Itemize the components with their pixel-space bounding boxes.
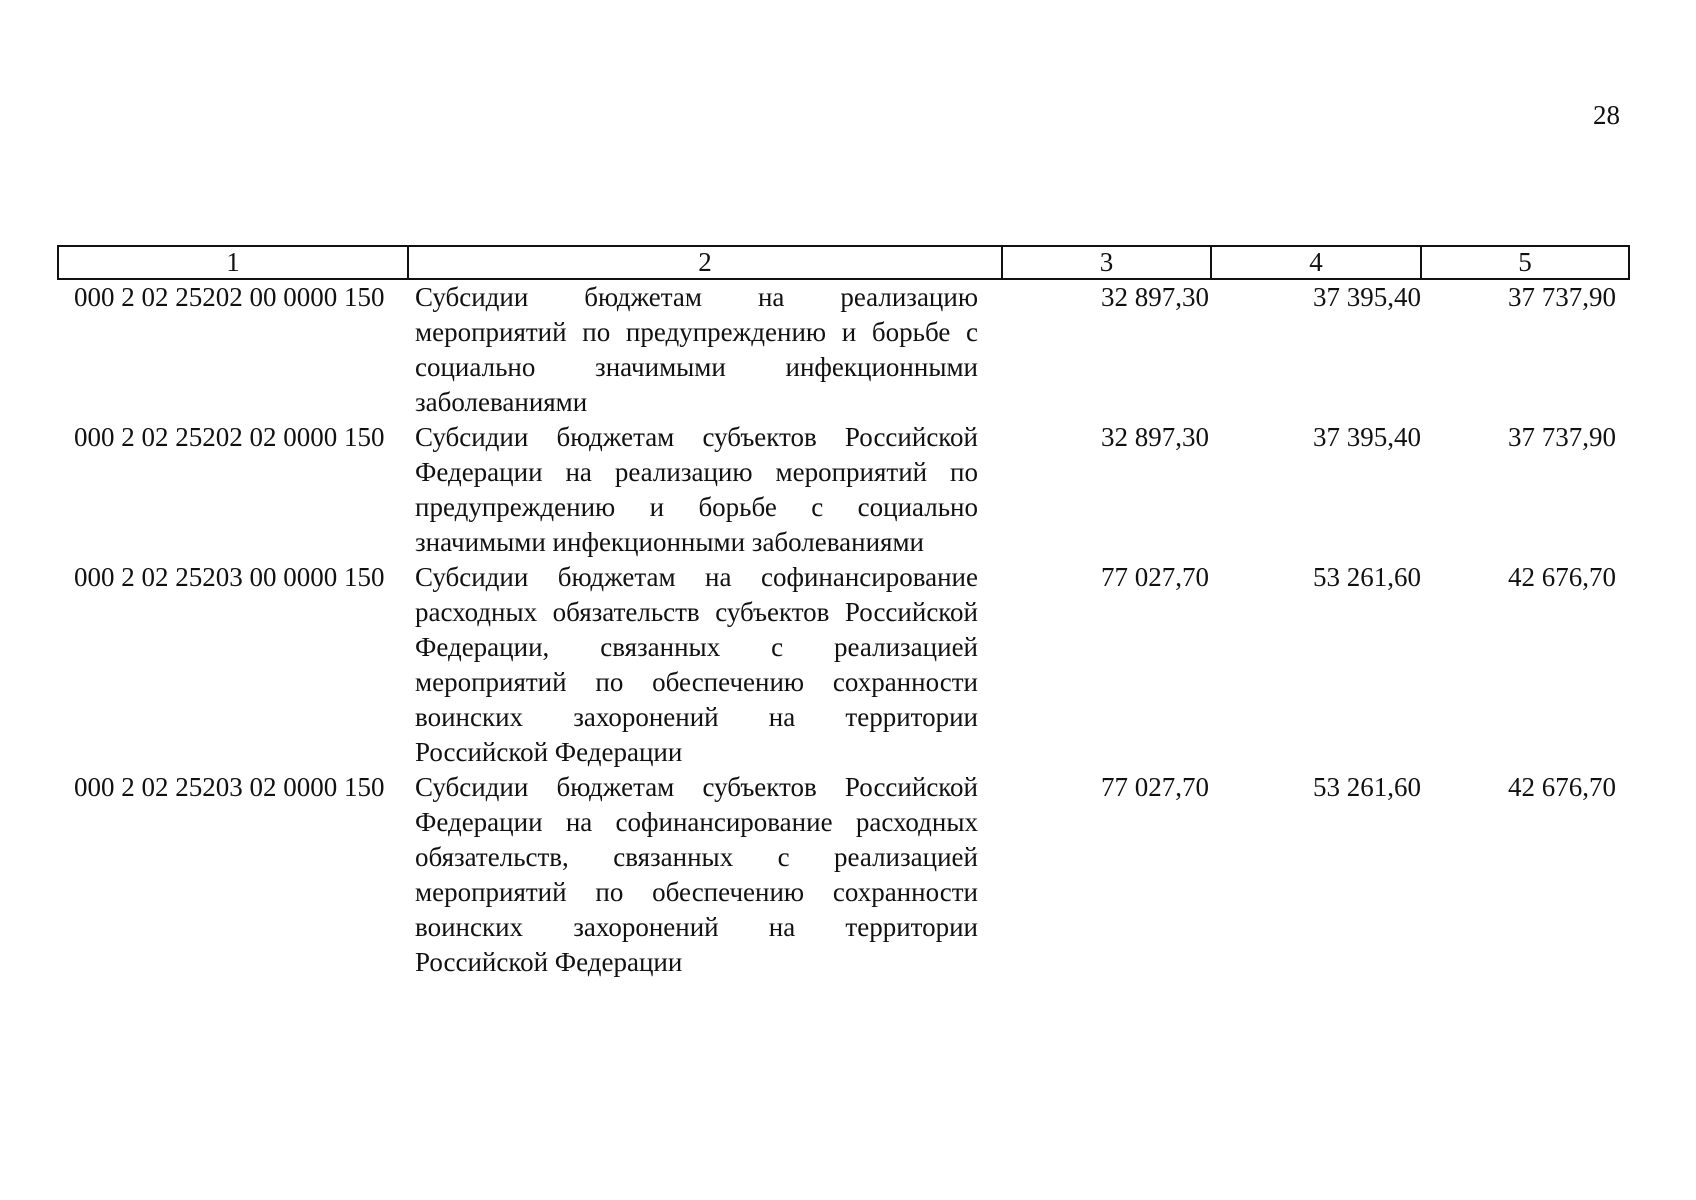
- amount-col-5: 42 676,70: [1508, 772, 1616, 802]
- table-row: [58, 770, 1629, 980]
- description: Субсидии бюджетам субъектов Российской Федерации на софинансирование расходных обязательств, связанных с реализацией мероприятий по обеспечению сохранности воинских захоронений на территории Российской Федерации: [415, 772, 978, 977]
- budget-code: 000 2 02 25202 02 0000 150: [74, 422, 385, 452]
- budget-code: 000 2 02 25203 02 0000 150: [74, 772, 385, 802]
- amount-col-3: 32 897,30: [1101, 282, 1209, 312]
- amount-col-3: 77 027,70: [1101, 772, 1209, 802]
- amount-col-3: 32 897,30: [1101, 422, 1209, 452]
- header-col-1: 1: [58, 246, 408, 279]
- amount-col-5: 42 676,70: [1508, 562, 1616, 592]
- table-header-row: [58, 246, 1629, 279]
- header-col-2: 2: [408, 246, 1002, 279]
- budget-code: 000 2 02 25203 00 0000 150: [74, 562, 385, 592]
- table-row: [58, 420, 1629, 560]
- table-row: [58, 560, 1629, 770]
- amount-col-4: 37 395,40: [1313, 282, 1421, 312]
- description: Субсидии бюджетам субъектов Российской Федерации на реализацию мероприятий по предупреждению и борьбе с социально значимыми инфекционными заболеваниями: [415, 422, 978, 557]
- amount-col-4: 53 261,60: [1313, 562, 1421, 592]
- header-col-4: 4: [1211, 246, 1421, 279]
- amount-col-4: 37 395,40: [1313, 422, 1421, 452]
- amount-col-4: 53 261,60: [1313, 772, 1421, 802]
- description: Субсидии бюджетам на софинансирование расходных обязательств субъектов Российской Федерации, связанных с реализацией мероприятий по обеспечению сохранности воинских захоронений на территории Российской Федерации: [415, 562, 978, 767]
- header-col-5: 5: [1421, 246, 1629, 279]
- amount-col-5: 37 737,90: [1508, 282, 1616, 312]
- amount-col-3: 77 027,70: [1101, 562, 1209, 592]
- description: Субсидии бюджетам на реализацию мероприятий по предупреждению и борьбе с социально значимыми инфекционными заболеваниями: [415, 282, 978, 417]
- page-number: 28: [1593, 100, 1620, 130]
- budget-table: [57, 245, 1630, 980]
- table-row: [58, 279, 1629, 420]
- budget-code: 000 2 02 25202 00 0000 150: [74, 282, 385, 312]
- header-col-3: 3: [1002, 246, 1211, 279]
- amount-col-5: 37 737,90: [1508, 422, 1616, 452]
